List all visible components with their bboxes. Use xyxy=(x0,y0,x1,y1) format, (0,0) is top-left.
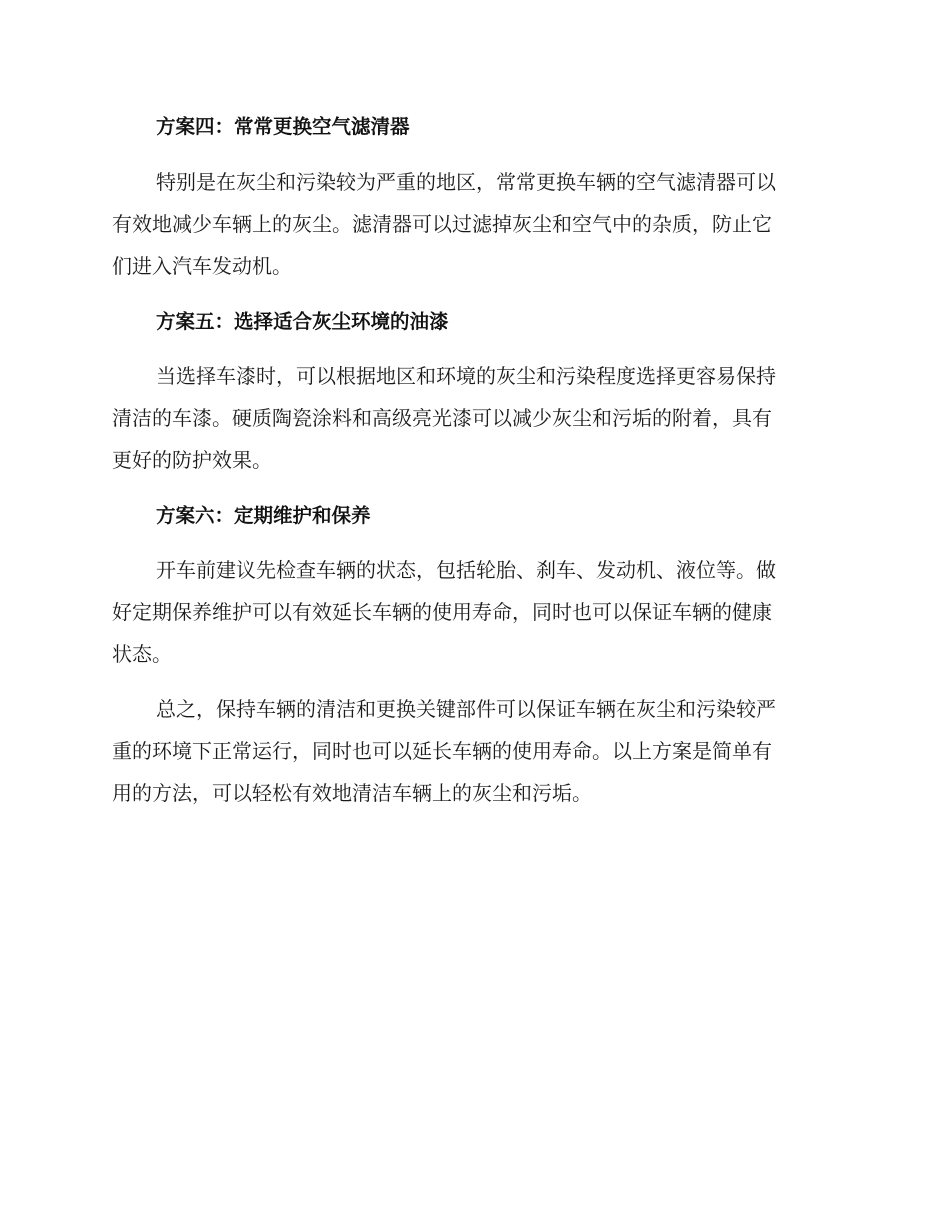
body-line: 用的方法，可以轻松有效地清洁车辆上的灰尘和污垢。 xyxy=(112,781,592,805)
body-line: 开车前建议先检查车辆的状态，包括轮胎、刹车、发动机、液位等。做 xyxy=(156,558,776,582)
section-body-plan-6 xyxy=(112,549,830,675)
section-body-plan-4 xyxy=(112,161,830,287)
section-heading-plan-5: 方案五：选择适合灰尘环境的油漆 xyxy=(156,310,449,333)
body-line: 有效地减少车辆上的灰尘。滤清器可以过滤掉灰尘和空气中的杂质，防止它 xyxy=(112,212,772,236)
conclusion-paragraph xyxy=(112,688,830,814)
section-body-plan-5 xyxy=(112,355,830,481)
section-heading-plan-4: 方案四：常常更换空气滤清器 xyxy=(156,115,410,138)
body-line: 当选择车漆时，可以根据地区和环境的灰尘和污染程度选择更容易保持 xyxy=(156,364,776,388)
body-line: 更好的防护效果。 xyxy=(112,448,272,472)
body-line: 清洁的车漆。硬质陶瓷涂料和高级亮光漆可以减少灰尘和污垢的附着，具有 xyxy=(112,406,772,430)
section-heading-plan-6: 方案六：定期维护和保养 xyxy=(156,504,371,527)
body-line: 们进入汽车发动机。 xyxy=(112,254,292,278)
body-line: 特别是在灰尘和污染较为严重的地区，常常更换车辆的空气滤清器可以 xyxy=(156,170,776,194)
body-line: 好定期保养维护可以有效延长车辆的使用寿命，同时也可以保证车辆的健康 xyxy=(112,600,772,624)
body-line: 总之，保持车辆的清洁和更换关键部件可以保证车辆在灰尘和污染较严 xyxy=(156,697,776,721)
body-line: 重的环境下正常运行，同时也可以延长车辆的使用寿命。以上方案是简单有 xyxy=(112,739,772,763)
body-line: 状态。 xyxy=(112,642,172,666)
